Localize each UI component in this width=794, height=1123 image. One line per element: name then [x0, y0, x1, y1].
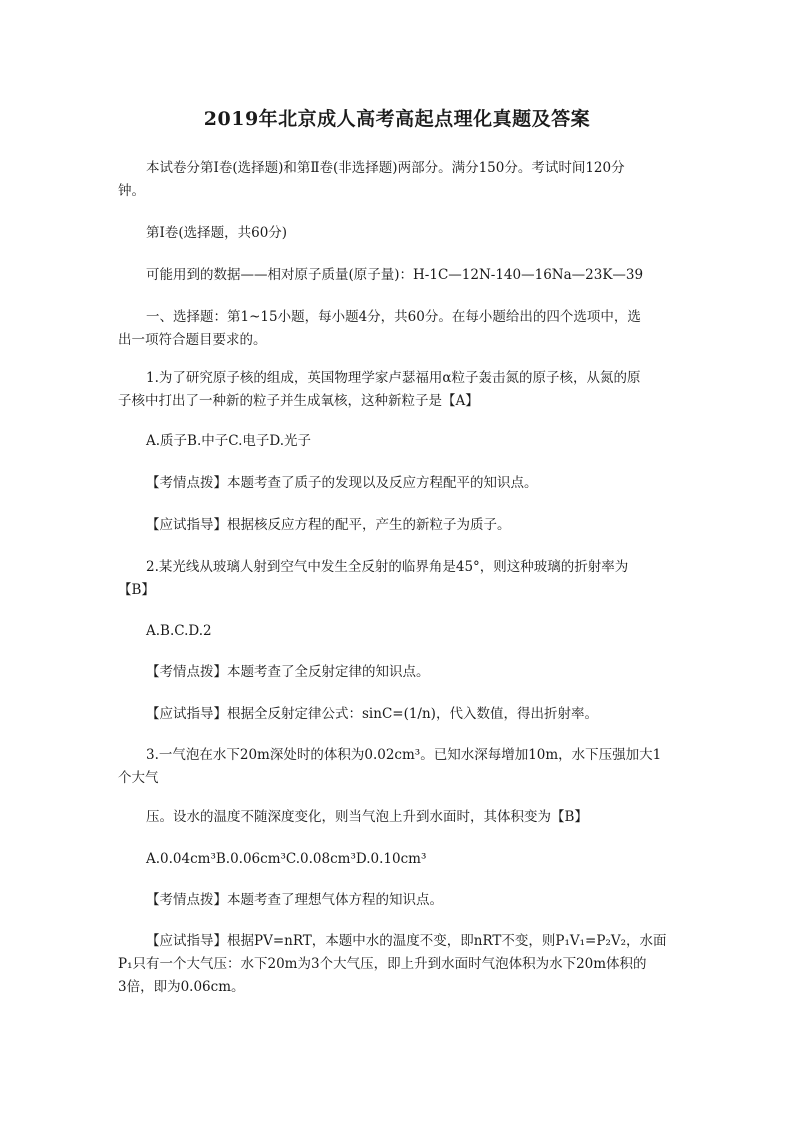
- q1-stem: [118, 367, 678, 413]
- q3-stem-continued: 压。设水的温度不随深度变化，则当气泡上升到水面时，其体积变为【B】: [146, 809, 588, 825]
- q2-options: A.B.C.D.2: [146, 623, 212, 639]
- section1-instructions: [118, 306, 678, 352]
- intro-line: 钟。: [118, 183, 145, 199]
- q3-guide: [118, 930, 678, 999]
- q1-options: A.质子B.中子C.电子D.光子: [146, 433, 312, 449]
- q3-hint: 【考情点拨】本题考查了理想气体方程的知识点。: [146, 892, 443, 908]
- q3-guide-line: 3倍，即为0.06cm。: [118, 979, 245, 995]
- q2-stem-line: 2.某光线从玻璃人射到空气中发生全反射的临界角是45°，则这种玻璃的折射率为: [146, 559, 629, 575]
- q3-stem-line: 个大气: [118, 770, 159, 786]
- q2-stem: [118, 556, 678, 602]
- q1-stem-line: 子核中打出了一种新的粒子并生成氧核，这种新粒子是【A】: [118, 393, 479, 409]
- document-title: 2019年北京成人高考高起点理化真题及答案: [203, 108, 591, 130]
- section1-line: 一、选择题：第1~15小题，每小题4分，共60分。在每小题给出的四个选项中，选: [146, 309, 641, 325]
- q3-options: A.0.04cm³B.0.06cm³C.0.08cm³D.0.10cm³: [146, 851, 427, 867]
- intro-line: 本试卷分第Ⅰ卷(选择题)和第Ⅱ卷(非选择题)两部分。满分150分。考试时间120分: [146, 160, 625, 176]
- q3-stem-line: 3.一气泡在水下20m深处时的体积为0.02cm³。已知水深每增加10m，水下压强加大1: [146, 747, 662, 763]
- q2-stem-line: 【B】: [118, 582, 155, 598]
- section1-line: 出一项符合题目要求的。: [118, 332, 267, 348]
- intro-paragraph: [118, 157, 678, 203]
- q2-hint: 【考情点拨】本题考查了全反射定律的知识点。: [146, 664, 430, 680]
- atomic-mass-line: 可能用到的数据——相对原子质量(原子量)：H-1C—12N-140—16Na—23K—39: [146, 267, 644, 283]
- q2-guide: 【应试指导】根据全反射定律公式：sinC=(1/n)，代入数值，得出折射率。: [146, 706, 598, 722]
- q3-guide-line: P₁只有一个大气压：水下20m为3个大气压，即上升到水面时气泡体积为水下20m体积的: [118, 956, 647, 972]
- q3-stem: [118, 744, 678, 790]
- part1-heading: 第Ⅰ卷(选择题，共60分): [146, 225, 288, 241]
- q1-guide: 【应试指导】根据核反应方程的配平，产生的新粒子为质子。: [146, 517, 511, 533]
- q1-hint: 【考情点拨】本题考查了质子的发现以及反应方程配平的知识点。: [146, 475, 538, 491]
- q1-stem-line: 1.为了研究原子核的组成，英国物理学家卢瑟福用α粒子轰击氮的原子核，从氮的原: [146, 370, 641, 386]
- q3-guide-line: 【应试指导】根据PV=nRT，本题中水的温度不变，即nRT不变，则P₁V₁=P₂V₂，水面: [146, 933, 667, 949]
